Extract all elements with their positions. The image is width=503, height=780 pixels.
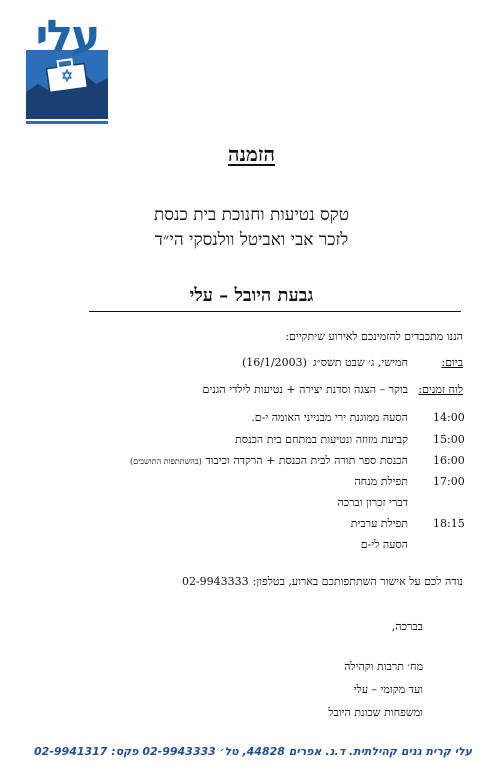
schedule-item-text: הכנסת ספר תורה לבית הכנסת + הרקדה וכיבוד [205, 454, 408, 467]
schedule-item: קביעת מזוזה ונטיעות במתחם בית הכנסת [235, 433, 408, 446]
signature-line: מח׳ תרבות וקהילה [344, 660, 423, 673]
schedule-time: 18:15 [433, 517, 465, 530]
rsvp-phone: 02-9943333 [181, 575, 249, 588]
schedule-time: 14:00 [433, 411, 465, 424]
schedule-label: לוח זמנים: [418, 383, 463, 396]
schedule-item: תפילת מנחה [354, 475, 408, 488]
signature-line: ועד מקומי – עלי [353, 683, 423, 696]
greeting: בברכה, [391, 620, 423, 633]
rsvp-message: נודה לכם על אישור השתתפותכם בארוע, בטלפון: [252, 575, 463, 588]
schedule-item: הסעה ממוגנת ירי מבנייני האומה י-ם. [251, 411, 408, 424]
signature-line: ומשפחות שכונת היובל [328, 706, 423, 719]
schedule-morning: בוקר – הצגה וסדנת יצירה + נטיעות לילדי הגנים [202, 383, 408, 396]
schedule-item [130, 454, 408, 469]
when-day: חמישי, ג׳ שבט תשס״ג [312, 356, 408, 369]
footer-contact: עלי קרית גנים קהילתית. ד.נ. אפרים 44828, טל׳ 02-9943333 פקס: 02-9941317 [34, 745, 472, 758]
schedule-time: 15:00 [433, 433, 465, 446]
page-title: הזמנה [228, 142, 275, 166]
schedule-time: 17:00 [433, 475, 465, 488]
rsvp-text [182, 575, 463, 589]
schedule-item: תפילת ערבית [350, 517, 408, 530]
when-value [242, 356, 408, 370]
event-location: גבעת היובל – עלי [189, 285, 314, 306]
logo-wordmark: עלי [35, 11, 99, 62]
schedule-item-note: (בהשתתפות התושבים) [129, 457, 202, 466]
intro-text: הננו מתכבדים להזמינכם לאירוע שיתקיים: [285, 330, 463, 343]
event-title-line-2: לזכר אבי ואביטל וולנסקי הי״ד [154, 230, 349, 250]
schedule-time: 16:00 [433, 454, 465, 467]
event-title-line-1: טקס נטיעות וחנוכת בית כנסת [153, 205, 350, 225]
when-label: ביום: [441, 356, 463, 369]
title-divider [89, 311, 461, 312]
schedule-item: הסעה לי-ם [360, 538, 408, 551]
schedule-item: דברי זכרון וברכה [337, 496, 408, 509]
when-date: (16/1/2003) [241, 356, 307, 369]
eli-logo [26, 12, 108, 124]
